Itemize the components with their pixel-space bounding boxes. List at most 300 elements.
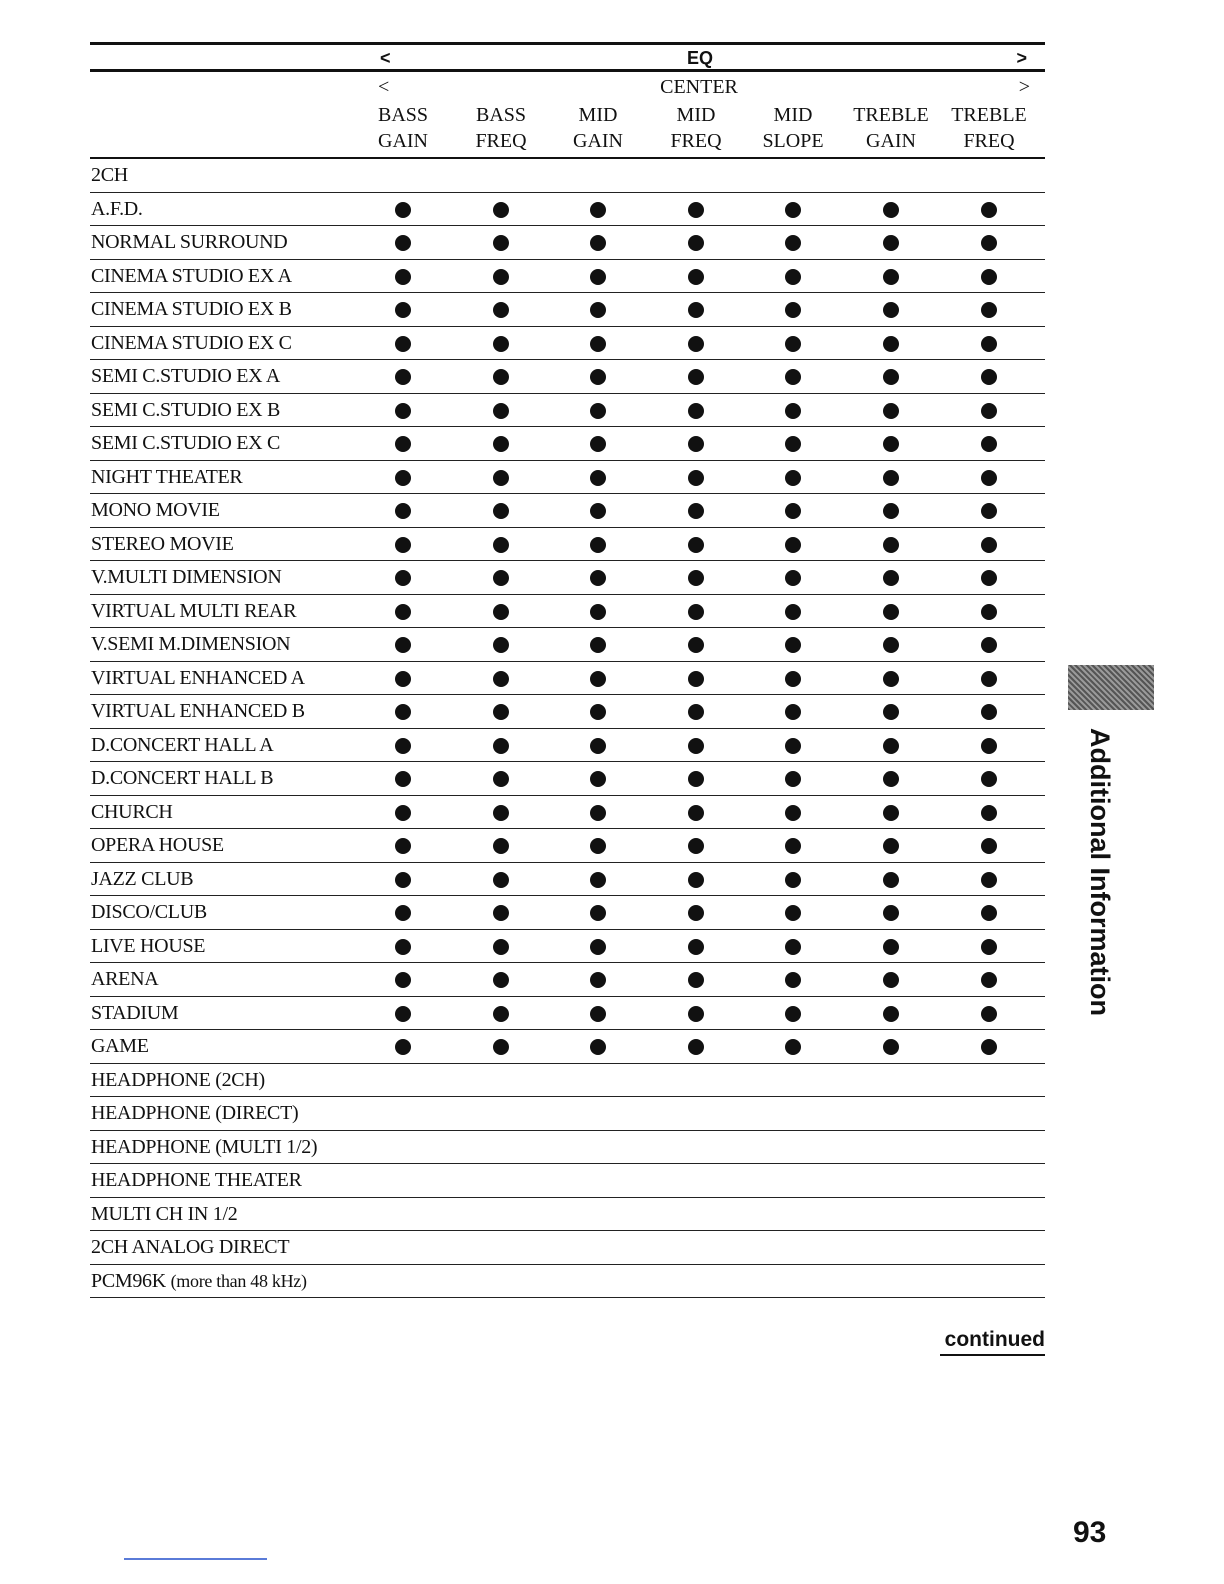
applicable-dot	[785, 872, 801, 888]
applicable-dot	[688, 671, 704, 687]
mode-name-suffix: (more than 48 kHz)	[170, 1270, 307, 1291]
mode-name-text: CINEMA STUDIO EX A	[91, 264, 292, 287]
table-row	[90, 1231, 1045, 1265]
mode-name-text: A.F.D.	[91, 197, 143, 220]
applicable-dot	[981, 403, 997, 419]
applicable-dot	[590, 704, 606, 720]
table-row	[90, 930, 1045, 964]
applicable-dot	[688, 704, 704, 720]
applicable-dot	[883, 972, 899, 988]
applicable-dot	[493, 1039, 509, 1055]
applicable-dot	[688, 637, 704, 653]
applicable-dot	[688, 939, 704, 955]
applicable-dot	[883, 235, 899, 251]
applicable-dot	[590, 771, 606, 787]
applicable-dot	[493, 604, 509, 620]
applicable-dot	[590, 269, 606, 285]
column-header-line: GAIN	[866, 130, 916, 152]
mode-name	[91, 1102, 298, 1125]
table-row	[90, 762, 1045, 796]
applicable-dot	[493, 503, 509, 519]
mode-name-text: STEREO MOVIE	[91, 532, 234, 555]
applicable-dot	[688, 403, 704, 419]
applicable-dot	[395, 738, 411, 754]
applicable-dot	[785, 1006, 801, 1022]
applicable-dot	[590, 235, 606, 251]
applicable-dot	[883, 671, 899, 687]
applicable-dot	[883, 403, 899, 419]
applicable-dot	[395, 235, 411, 251]
applicable-dot	[493, 805, 509, 821]
column-header	[451, 102, 551, 154]
table-row	[90, 260, 1045, 294]
mode-name	[91, 365, 280, 388]
applicable-dot	[981, 269, 997, 285]
applicable-dot	[981, 872, 997, 888]
column-header-line: TREBLE	[951, 104, 1027, 126]
applicable-dot	[688, 604, 704, 620]
applicable-dot	[395, 604, 411, 620]
applicable-dot	[493, 939, 509, 955]
applicable-dot	[590, 1006, 606, 1022]
mode-name-text: V.MULTI DIMENSION	[91, 566, 282, 588]
mode-name	[91, 1136, 317, 1159]
applicable-dot	[883, 805, 899, 821]
column-header-line: BASS	[475, 104, 527, 126]
applicable-dot	[883, 771, 899, 787]
table-row	[90, 561, 1045, 595]
applicable-dot	[493, 302, 509, 318]
applicable-dot	[883, 637, 899, 653]
applicable-dot	[590, 872, 606, 888]
applicable-dot	[590, 503, 606, 519]
applicable-dot	[493, 336, 509, 352]
column-header	[841, 102, 941, 154]
center-left-arrow: <	[378, 76, 390, 98]
mode-name-text: VIRTUAL MULTI REAR	[91, 599, 297, 622]
continued-label: continued	[940, 1328, 1045, 1356]
mode-name-text: GAME	[91, 1035, 149, 1057]
mode-name	[91, 1169, 302, 1192]
applicable-dot	[688, 570, 704, 586]
page-number: 93	[1073, 1516, 1107, 1549]
applicable-dot	[883, 872, 899, 888]
mode-name-text: SEMI C.STUDIO EX A	[91, 365, 281, 387]
applicable-dot	[688, 336, 704, 352]
mode-name	[91, 1002, 178, 1025]
table-row	[90, 193, 1045, 227]
mode-name	[91, 901, 207, 924]
applicable-dot	[981, 570, 997, 586]
applicable-dot	[883, 336, 899, 352]
table-row	[90, 327, 1045, 361]
applicable-dot	[981, 972, 997, 988]
mode-name-text: HEADPHONE (DIRECT)	[91, 1102, 299, 1124]
column-header-line: MID	[676, 104, 716, 126]
mode-name	[91, 1203, 237, 1226]
mode-name	[91, 935, 205, 958]
mode-name-text: STADIUM	[91, 1001, 179, 1024]
mode-name	[91, 198, 143, 221]
mode-name-text: SEMI C.STUDIO EX B	[91, 398, 281, 421]
column-header-line: FREQ	[670, 130, 722, 152]
mode-name	[91, 432, 280, 455]
applicable-dot	[395, 436, 411, 452]
mode-name	[91, 667, 305, 690]
applicable-dot	[493, 537, 509, 553]
mode-name	[91, 499, 220, 522]
applicable-dot	[785, 604, 801, 620]
table-row	[90, 1265, 1045, 1299]
applicable-dot	[688, 503, 704, 519]
applicable-dot	[785, 939, 801, 955]
applicable-dot	[688, 1039, 704, 1055]
applicable-dot	[493, 1006, 509, 1022]
applicable-dot	[590, 939, 606, 955]
applicable-dot	[785, 637, 801, 653]
applicable-dot	[493, 403, 509, 419]
applicable-dot	[493, 738, 509, 754]
column-header-line: FREQ	[475, 130, 527, 152]
column-header	[548, 102, 648, 154]
mode-name	[91, 566, 281, 589]
applicable-dot	[785, 336, 801, 352]
applicable-dot	[785, 704, 801, 720]
applicable-dot	[883, 738, 899, 754]
mode-name	[91, 265, 292, 288]
applicable-dot	[981, 436, 997, 452]
mode-name	[91, 700, 305, 723]
mode-name-text: D.CONCERT HALL A	[91, 733, 274, 756]
mode-name-text: ARENA	[91, 968, 159, 990]
mode-name-text: CINEMA STUDIO EX C	[91, 331, 292, 354]
applicable-dot	[395, 939, 411, 955]
table-row	[90, 1131, 1045, 1165]
applicable-dot	[493, 235, 509, 251]
applicable-dot	[981, 302, 997, 318]
applicable-dot	[785, 1039, 801, 1055]
column-header	[743, 102, 843, 154]
applicable-dot	[395, 336, 411, 352]
center-right-arrow: >	[1018, 76, 1030, 98]
applicable-dot	[395, 1039, 411, 1055]
eq-right-arrow: >	[1016, 48, 1027, 68]
table-row	[90, 863, 1045, 897]
applicable-dot	[590, 302, 606, 318]
applicable-dot	[590, 838, 606, 854]
table-row	[90, 427, 1045, 461]
applicable-dot	[493, 771, 509, 787]
applicable-dot	[688, 269, 704, 285]
applicable-dot	[981, 235, 997, 251]
applicable-dot	[981, 503, 997, 519]
applicable-dot	[883, 269, 899, 285]
applicable-dot	[981, 537, 997, 553]
table-row	[90, 1198, 1045, 1232]
applicable-dot	[590, 403, 606, 419]
applicable-dot	[590, 570, 606, 586]
mode-name-text: VIRTUAL ENHANCED B	[91, 700, 305, 722]
applicable-dot	[785, 235, 801, 251]
applicable-dot	[395, 1006, 411, 1022]
column-header-line: SLOPE	[762, 130, 824, 152]
applicable-dot	[981, 1006, 997, 1022]
applicable-dot	[590, 202, 606, 218]
column-header-line: MID	[578, 104, 618, 126]
applicable-dot	[493, 269, 509, 285]
applicable-dot	[785, 470, 801, 486]
table-row	[90, 1030, 1045, 1064]
applicable-dot	[883, 470, 899, 486]
column-header	[353, 102, 453, 154]
applicable-dot	[493, 905, 509, 921]
mode-name-text: JAZZ CLUB	[91, 867, 194, 890]
applicable-dot	[395, 503, 411, 519]
applicable-dot	[590, 805, 606, 821]
applicable-dot	[688, 838, 704, 854]
mode-name	[91, 868, 193, 891]
applicable-dot	[981, 939, 997, 955]
applicable-dot	[590, 637, 606, 653]
applicable-dot	[883, 436, 899, 452]
mode-name-text: NORMAL SURROUND	[91, 231, 288, 253]
applicable-dot	[395, 872, 411, 888]
table-row	[90, 394, 1045, 428]
table-row	[90, 1064, 1045, 1098]
applicable-dot	[785, 570, 801, 586]
applicable-dot	[785, 436, 801, 452]
mode-name	[91, 466, 242, 489]
applicable-dot	[981, 771, 997, 787]
column-header-group	[90, 72, 1045, 159]
mode-name-text: VIRTUAL ENHANCED A	[91, 666, 305, 689]
applicable-dot	[883, 503, 899, 519]
column-header	[646, 102, 746, 154]
table-row	[90, 829, 1045, 863]
applicable-dot	[883, 838, 899, 854]
mode-name	[91, 600, 296, 623]
applicable-dot	[493, 470, 509, 486]
applicable-dot	[590, 537, 606, 553]
applicable-dot	[981, 671, 997, 687]
applicable-dot	[395, 570, 411, 586]
mode-name-text: MONO MOVIE	[91, 499, 220, 521]
mode-name-text: OPERA HOUSE	[91, 834, 224, 856]
mode-name	[91, 298, 292, 321]
applicable-dot	[883, 537, 899, 553]
applicable-dot	[785, 771, 801, 787]
applicable-dot	[785, 269, 801, 285]
table-row	[90, 695, 1045, 729]
mode-name	[91, 332, 292, 355]
applicable-dot	[785, 503, 801, 519]
mode-name	[91, 1270, 307, 1293]
applicable-dot	[688, 302, 704, 318]
applicable-dot	[493, 202, 509, 218]
applicable-dot	[395, 537, 411, 553]
eq-title: EQ	[686, 48, 713, 68]
applicable-dot	[981, 905, 997, 921]
applicable-dot	[883, 1039, 899, 1055]
column-header-line: FREQ	[963, 130, 1015, 152]
applicable-dot	[981, 202, 997, 218]
mode-name-text: NIGHT THEATER	[91, 465, 243, 488]
applicable-dot	[785, 805, 801, 821]
applicable-dot	[883, 604, 899, 620]
column-header-line: GAIN	[378, 130, 428, 152]
mode-name	[91, 767, 273, 790]
applicable-dot	[590, 671, 606, 687]
applicable-dot	[590, 470, 606, 486]
applicable-dot	[590, 905, 606, 921]
column-header-line: BASS	[377, 104, 429, 126]
applicable-dot	[688, 872, 704, 888]
applicable-dot	[688, 202, 704, 218]
table-row	[90, 796, 1045, 830]
applicable-dot	[688, 537, 704, 553]
applicable-dot	[395, 905, 411, 921]
applicable-dot	[493, 369, 509, 385]
mode-name-text: HEADPHONE (2CH)	[91, 1068, 265, 1091]
applicable-dot	[590, 604, 606, 620]
mode-name	[91, 1035, 149, 1058]
applicable-dot	[981, 604, 997, 620]
applicable-dot	[395, 972, 411, 988]
applicable-dot	[785, 202, 801, 218]
applicable-dot	[785, 403, 801, 419]
section-tab-marker	[1068, 665, 1154, 710]
table-row	[90, 662, 1045, 696]
mode-name-text: HEADPHONE THEATER	[91, 1169, 302, 1191]
applicable-dot	[883, 939, 899, 955]
applicable-dot	[493, 704, 509, 720]
applicable-dot	[981, 704, 997, 720]
applicable-dot	[883, 704, 899, 720]
mode-name	[91, 399, 280, 422]
table-row	[90, 293, 1045, 327]
applicable-dot	[883, 202, 899, 218]
applicable-dot	[981, 336, 997, 352]
column-header-line: MID	[773, 104, 813, 126]
applicable-dot	[590, 972, 606, 988]
applicable-dot	[981, 470, 997, 486]
applicable-dot	[493, 872, 509, 888]
table-row	[90, 528, 1045, 562]
applicable-dot	[493, 570, 509, 586]
mode-name-text: PCM96K	[91, 1269, 166, 1292]
mode-name	[91, 801, 173, 824]
applicable-dot	[590, 738, 606, 754]
table-row	[90, 997, 1045, 1031]
mode-name	[91, 231, 287, 254]
applicable-dot	[590, 436, 606, 452]
eq-header-bar	[90, 42, 1045, 72]
table-row	[90, 226, 1045, 260]
applicable-dot	[883, 905, 899, 921]
table-row	[90, 896, 1045, 930]
mode-name-text: CHURCH	[91, 800, 173, 823]
applicable-dot	[688, 369, 704, 385]
applicable-dot	[981, 369, 997, 385]
applicable-dot	[981, 738, 997, 754]
center-group-label: CENTER	[660, 76, 738, 98]
eq-mode-table	[90, 159, 1045, 1298]
applicable-dot	[883, 570, 899, 586]
mode-name	[91, 1069, 265, 1092]
mode-name	[91, 968, 158, 991]
applicable-dot	[785, 738, 801, 754]
applicable-dot	[981, 1039, 997, 1055]
applicable-dot	[493, 972, 509, 988]
mode-name-text: DISCO/CLUB	[91, 901, 207, 923]
applicable-dot	[493, 436, 509, 452]
mode-name-text: LIVE HOUSE	[91, 934, 206, 957]
applicable-dot	[688, 235, 704, 251]
applicable-dot	[493, 838, 509, 854]
applicable-dot	[493, 671, 509, 687]
table-row	[90, 1164, 1045, 1198]
table-row	[90, 360, 1045, 394]
mode-name-text: 2CH ANALOG DIRECT	[91, 1236, 290, 1258]
mode-name-text: SEMI C.STUDIO EX C	[91, 432, 281, 454]
applicable-dot	[395, 302, 411, 318]
applicable-dot	[395, 704, 411, 720]
applicable-dot	[590, 1039, 606, 1055]
applicable-dot	[688, 771, 704, 787]
applicable-dot	[395, 470, 411, 486]
table-row	[90, 729, 1045, 763]
applicable-dot	[688, 1006, 704, 1022]
applicable-dot	[785, 972, 801, 988]
column-header-line: TREBLE	[853, 104, 929, 126]
applicable-dot	[785, 671, 801, 687]
mode-name-text: CINEMA STUDIO EX B	[91, 298, 292, 320]
table-row	[90, 1097, 1045, 1131]
table-row	[90, 595, 1045, 629]
applicable-dot	[785, 838, 801, 854]
applicable-dot	[981, 637, 997, 653]
mode-name-text: D.CONCERT HALL B	[91, 767, 274, 789]
applicable-dot	[688, 805, 704, 821]
table-row	[90, 159, 1045, 193]
applicable-dot	[981, 805, 997, 821]
mode-name	[91, 1236, 289, 1259]
applicable-dot	[785, 369, 801, 385]
applicable-dot	[883, 1006, 899, 1022]
applicable-dot	[785, 537, 801, 553]
section-side-label: Additional Information	[1085, 728, 1115, 1016]
column-header-line: GAIN	[573, 130, 623, 152]
mode-name	[91, 734, 273, 757]
table-row	[90, 494, 1045, 528]
eq-left-arrow: <	[380, 48, 391, 68]
mode-name	[91, 533, 234, 556]
applicable-dot	[395, 805, 411, 821]
applicable-dot	[395, 403, 411, 419]
table-row	[90, 628, 1045, 662]
applicable-dot	[785, 905, 801, 921]
applicable-dot	[688, 470, 704, 486]
applicable-dot	[688, 738, 704, 754]
applicable-dot	[395, 637, 411, 653]
mode-name	[91, 633, 290, 656]
mode-name-text: MULTI CH IN 1/2	[91, 1202, 238, 1225]
mode-name-text: V.SEMI M.DIMENSION	[91, 633, 291, 655]
table-row	[90, 963, 1045, 997]
applicable-dot	[395, 838, 411, 854]
mode-name-text: 2CH	[91, 164, 128, 186]
applicable-dot	[395, 369, 411, 385]
